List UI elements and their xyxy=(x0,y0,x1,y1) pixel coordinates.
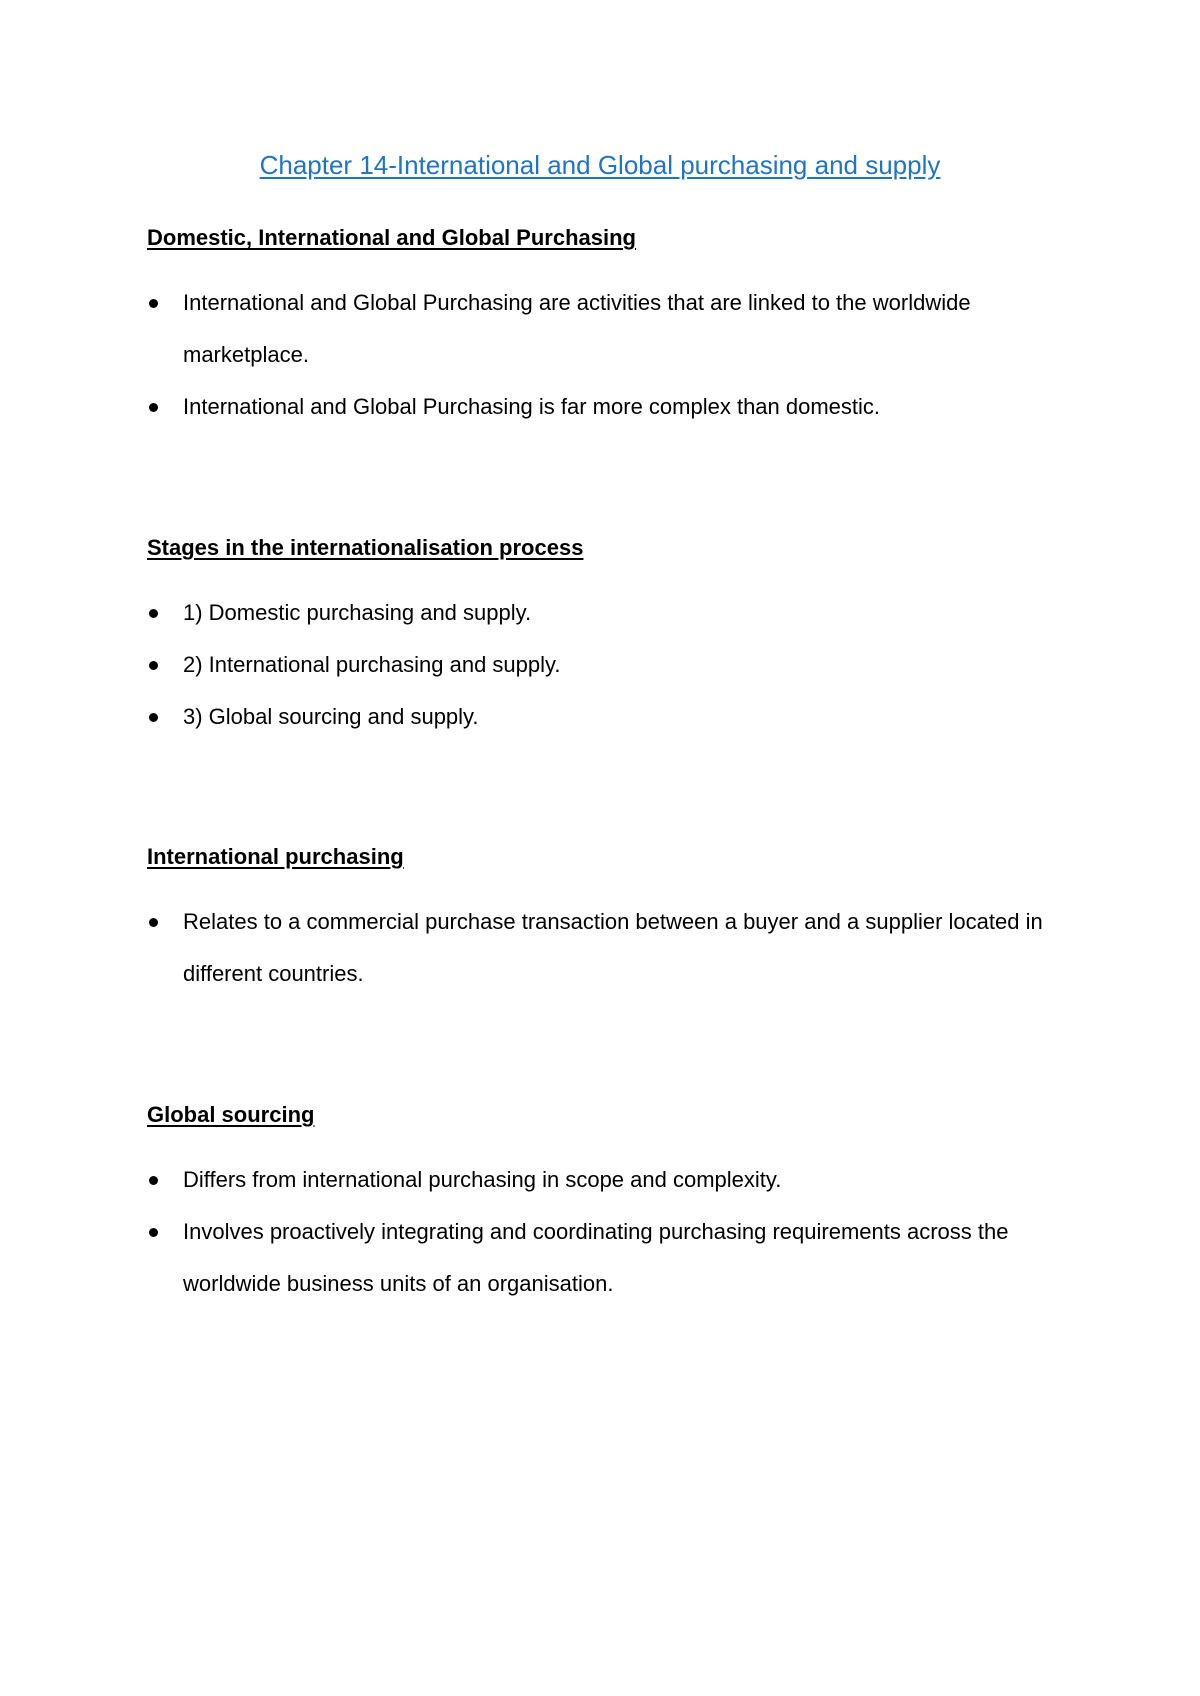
section-global-sourcing xyxy=(147,1100,1060,1310)
list-item-text: International and Global Purchasing is far more complex than domestic. xyxy=(183,394,881,419)
list-item-text: 1) Domestic purchasing and supply. xyxy=(183,600,532,625)
bullet-icon xyxy=(149,299,158,308)
list-item-text: 2) International purchasing and supply. xyxy=(183,652,561,677)
list-item xyxy=(147,381,1060,433)
bullet-icon xyxy=(149,661,158,670)
bullet-icon xyxy=(149,609,158,618)
list-item-text: International and Global Purchasing are activities that are linked to the worldwide marketplace. xyxy=(183,290,971,367)
bullet-icon xyxy=(149,1228,158,1237)
list-item xyxy=(147,587,1060,639)
list-item-text: Relates to a commercial purchase transaction between a buyer and a supplier located in different countries. xyxy=(183,909,1043,986)
list-item xyxy=(147,896,1060,1000)
list-item-text: 3) Global sourcing and supply. xyxy=(183,704,479,729)
list-item-text: Involves proactively integrating and coordinating purchasing requirements across the worldwide business units of an organisation. xyxy=(183,1219,1009,1296)
bullet-list xyxy=(147,277,1060,433)
bullet-icon xyxy=(149,1176,158,1185)
section-internationalisation-stages xyxy=(147,533,1060,743)
section-heading: International purchasing xyxy=(147,844,404,869)
section-heading: Global sourcing xyxy=(147,1102,315,1127)
list-item xyxy=(147,1206,1060,1310)
bullet-icon xyxy=(149,713,158,722)
list-item xyxy=(147,277,1060,381)
bullet-icon xyxy=(149,918,158,927)
section-domestic-international-global xyxy=(147,223,1060,433)
bullet-icon xyxy=(149,403,158,412)
document-title: Chapter 14-International and Global purchasing and supply xyxy=(259,150,941,180)
list-item-text: Differs from international purchasing in scope and complexity. xyxy=(183,1167,782,1192)
bullet-list xyxy=(147,896,1060,1000)
section-international-purchasing xyxy=(147,842,1060,1000)
bullet-list xyxy=(147,587,1060,743)
bullet-list xyxy=(147,1154,1060,1310)
list-item xyxy=(147,639,1060,691)
list-item xyxy=(147,1154,1060,1206)
list-item xyxy=(147,691,1060,743)
section-heading: Domestic, International and Global Purchasing xyxy=(147,225,636,250)
section-heading: Stages in the internationalisation process xyxy=(147,535,584,560)
